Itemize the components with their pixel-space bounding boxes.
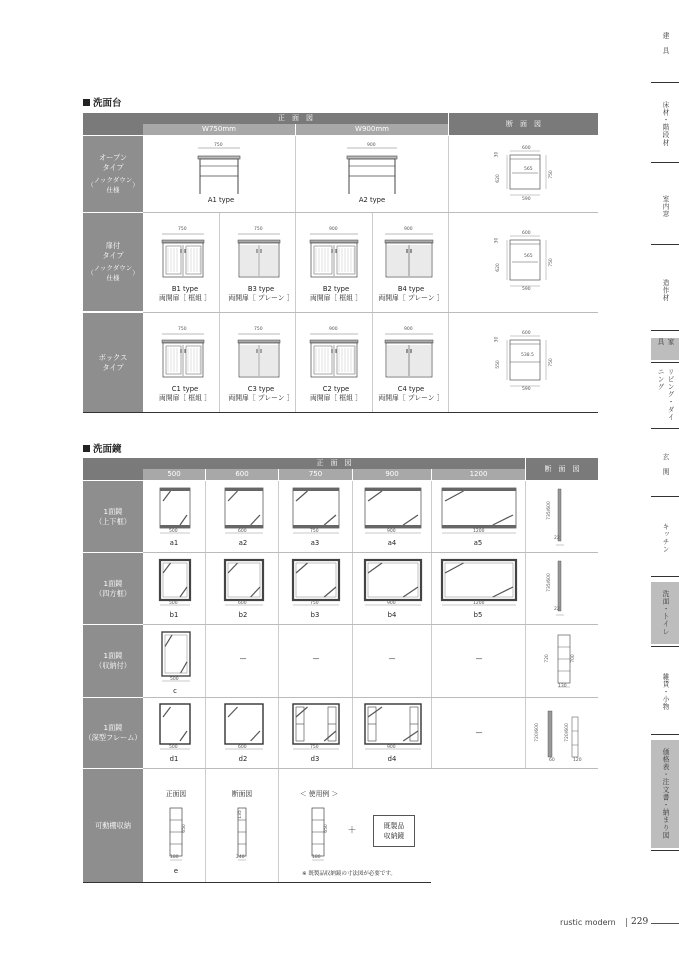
- vanity-b1-drawing: [161, 229, 209, 285]
- vanity-section-drawing-door: [492, 232, 552, 290]
- page-number: 229: [631, 917, 649, 927]
- side-nav-divider: [651, 496, 679, 497]
- dim-label: 750: [178, 227, 187, 232]
- dim-label: 900: [404, 327, 413, 332]
- side-nav-divider: [651, 244, 679, 245]
- mirror-section-title: 洗面鏡: [83, 441, 122, 455]
- empty-cell-dash: —: [475, 729, 483, 737]
- dim-label: 720: [544, 654, 550, 663]
- grid-line: [83, 882, 431, 883]
- mirror-row-3: [83, 625, 143, 697]
- mirror-section-drawing-2: [548, 559, 578, 619]
- footer-brand: rustic modern: [560, 918, 616, 927]
- row-title: 1面鏡 （上下框）: [95, 506, 131, 526]
- row-subtitle: （ノックダウン 仕様）: [87, 264, 139, 282]
- mirror-item-label: d3: [310, 755, 320, 763]
- mirror-item-label: a2: [238, 539, 248, 547]
- mirror-row-5: [83, 769, 143, 882]
- side-nav-tab[interactable]: 玄 関: [661, 452, 669, 476]
- vanity-c4-drawing: [384, 329, 438, 385]
- side-nav-tab[interactable]: 室内窓: [661, 194, 669, 218]
- mirror-width-600: 600: [206, 469, 278, 480]
- dim-label: 700: [570, 654, 576, 663]
- dim-label: 565: [524, 254, 533, 259]
- mirror-width-500: 500: [143, 469, 205, 480]
- vanity-c1-caption: [147, 385, 223, 403]
- dim-label: 750: [310, 529, 319, 534]
- vanity-section-title: 洗面台: [83, 95, 122, 109]
- vanity-b4-caption: [370, 285, 452, 303]
- row-title: 可動棚収納: [95, 820, 131, 830]
- row-title: 1面鏡 （深型フレーム）: [84, 723, 142, 742]
- grid-line: [143, 768, 598, 769]
- row-title: 扉付 タイプ: [102, 241, 124, 260]
- mirror-item-label: b1: [169, 611, 179, 619]
- dim-label: 60: [549, 758, 555, 763]
- vanity-b3-drawing: [237, 229, 285, 285]
- item-door: 両開扉［ 框組 ］: [159, 294, 211, 302]
- mirror-row-4: [83, 698, 143, 768]
- item-door: 両開扉［ プレーン ］: [378, 294, 444, 302]
- dim-label: 750: [310, 601, 319, 606]
- dim-label: 720/600: [534, 723, 540, 742]
- item-name: C1 type: [171, 385, 199, 393]
- mirror-width-1200: 1200: [432, 469, 525, 480]
- grid-line: [143, 697, 598, 698]
- grid-line: [83, 412, 598, 413]
- mirror-section-drawing-4: [536, 707, 586, 763]
- vanity-row-open: [83, 136, 143, 212]
- vanity-b3-caption: [223, 285, 299, 303]
- dim-label: 30: [494, 151, 500, 158]
- mirror-section-header: 断 面 図: [526, 458, 598, 480]
- side-nav-divider: [651, 576, 679, 577]
- dim-label: 600: [238, 745, 247, 750]
- row-title: 1面鏡 （四方框）: [95, 578, 131, 598]
- mirror-front-header: 正 面 図: [143, 458, 525, 469]
- dim-label: 750: [214, 143, 223, 148]
- item-door: 両開扉［ プレーン ］: [228, 394, 294, 402]
- footer-rule: [651, 923, 679, 924]
- vanity-a1-name: A1 type: [207, 196, 235, 204]
- empty-cell-dash: —: [388, 655, 396, 663]
- shelf-front-drawing: [164, 806, 194, 864]
- row-title: オープン タイプ: [98, 153, 128, 172]
- dim-label: 22: [554, 607, 560, 612]
- item-door: 両開扉［ 框組 ］: [310, 294, 362, 302]
- existing-mirror-box: 既製品 収納鏡: [373, 815, 415, 847]
- footer-divider: [626, 918, 627, 927]
- dim-label: 900: [404, 227, 413, 232]
- mirror-item-label: b4: [387, 611, 397, 619]
- grid-line: [448, 136, 449, 412]
- mirror-item-label: b2: [238, 611, 248, 619]
- vanity-b2-drawing: [309, 229, 363, 285]
- side-nav-divider: [651, 162, 679, 163]
- dim-label: 900: [387, 529, 396, 534]
- vanity-w900-header: W900mm: [296, 124, 448, 135]
- mirror-width-900: 900: [353, 469, 431, 480]
- dim-label: 900: [329, 327, 338, 332]
- grid-line: [295, 136, 296, 412]
- dim-label: 750: [310, 745, 319, 750]
- shelf-example-label: ＜ 使用例 ＞: [299, 790, 339, 798]
- shelf-section-label: 断面図: [231, 790, 253, 798]
- vanity-section-header: 断 面 図: [449, 113, 598, 135]
- vanity-section-drawing-box: [492, 332, 552, 390]
- side-nav-tab[interactable]: 洗面・トイレ: [651, 582, 679, 644]
- shelf-front-label: 正面図: [165, 790, 187, 798]
- side-nav-tab[interactable]: 雑貨・小物: [661, 673, 669, 711]
- dim-label: 600: [238, 601, 247, 606]
- item-name: B1 type: [171, 285, 199, 293]
- vanity-b1-caption: [147, 285, 223, 303]
- dim-label: 590: [522, 197, 531, 202]
- mirror-item-label: a1: [169, 539, 179, 547]
- mirror-width-750: 750: [279, 469, 352, 480]
- dim-label: 22: [554, 536, 560, 541]
- side-nav-tab[interactable]: 価格表・注文書・納まり図: [651, 740, 679, 848]
- vanity-c2-caption: [295, 385, 377, 403]
- dim-label: 1200: [473, 529, 485, 534]
- vanity-b2-caption: [295, 285, 377, 303]
- dim-label: 620: [495, 174, 501, 183]
- row-title: ボックス タイプ: [98, 352, 128, 372]
- vanity-a2-name: A2 type: [358, 196, 386, 204]
- dim-label: 750: [548, 358, 554, 367]
- dim-label: 750: [548, 170, 554, 179]
- grid-line: [143, 624, 598, 625]
- shelf-section-drawing: [230, 806, 260, 864]
- dim-label: 600: [522, 331, 531, 336]
- mirror-item-label: a4: [387, 539, 397, 547]
- dim-label: 600: [522, 231, 531, 236]
- row-subtitle: （ノックダウン 仕様）: [87, 176, 139, 194]
- dim-label: 590: [522, 387, 531, 392]
- empty-cell-dash: —: [312, 655, 320, 663]
- item-name: B2 type: [322, 285, 350, 293]
- dim-label: 750: [548, 258, 554, 267]
- dim-label: 650: [323, 824, 329, 833]
- mirror-item-label: b3: [310, 611, 320, 619]
- dim-label: 130: [558, 684, 567, 689]
- side-nav-tab[interactable]: 家 具: [651, 338, 679, 360]
- side-nav-divider: [651, 850, 679, 851]
- mirror-item-label: a5: [473, 539, 483, 547]
- dim-label: 1200: [473, 601, 485, 606]
- dim-label: 240: [236, 855, 245, 860]
- dim-label: 180: [312, 855, 321, 860]
- mirror-item-label: d2: [238, 755, 248, 763]
- item-name: C3 type: [247, 385, 275, 393]
- dim-label: 735/600: [546, 501, 552, 520]
- item-door: 両開扉［ プレーン ］: [378, 394, 444, 402]
- grid-line: [143, 552, 598, 553]
- empty-cell-dash: —: [475, 655, 483, 663]
- dim-label: 180: [170, 855, 179, 860]
- vanity-front-header: 正 面 図: [143, 113, 448, 124]
- mirror-row-2: [83, 553, 143, 624]
- grid-line: [143, 312, 598, 313]
- mirror-section-drawing-1: [548, 487, 578, 547]
- vanity-c4-caption: [370, 385, 452, 403]
- dim-label: 750: [254, 327, 263, 332]
- dim-label: 30: [494, 336, 500, 343]
- mirror-row-1: [83, 481, 143, 552]
- dim-label: 565: [524, 167, 533, 172]
- vanity-a1-drawing: [196, 144, 246, 198]
- dim-label: 900: [387, 745, 396, 750]
- item-door: 両開扉［ プレーン ］: [228, 294, 294, 302]
- mirror-item-label: a3: [310, 539, 320, 547]
- dim-label: 900: [387, 601, 396, 606]
- dim-label: 720/600: [564, 723, 570, 742]
- plus-sign: ＋: [347, 826, 357, 836]
- vanity-a2-drawing: [345, 144, 401, 198]
- item-name: C2 type: [322, 385, 350, 393]
- side-nav-tab[interactable]: 建 具: [661, 31, 669, 55]
- grid-line: [278, 481, 279, 882]
- side-nav-tab[interactable]: 造作材: [661, 278, 669, 302]
- dim-label: 120: [573, 758, 582, 763]
- vanity-c2-drawing: [309, 329, 363, 385]
- dim-label: 735/600: [546, 573, 552, 592]
- dim-label: 900: [367, 143, 376, 148]
- dim-label: 500: [169, 601, 178, 606]
- dim-label: 550: [495, 360, 501, 369]
- dim-label: 135: [237, 810, 243, 819]
- dim-label: 750: [178, 327, 187, 332]
- dim-label: 30: [494, 237, 500, 244]
- vanity-c1-drawing: [161, 329, 209, 385]
- mirror-item-label: b5: [473, 611, 483, 619]
- vanity-c3-drawing: [237, 329, 285, 385]
- vanity-row-box: [83, 313, 143, 412]
- item-name: B3 type: [247, 285, 275, 293]
- side-nav-divider: [651, 330, 679, 331]
- side-nav-divider: [651, 82, 679, 83]
- dim-label: 900: [329, 227, 338, 232]
- item-door: 両開扉［ 框組 ］: [310, 394, 362, 402]
- dim-label: 500: [169, 745, 178, 750]
- vanity-row-door: [83, 213, 143, 311]
- side-nav-divider: [651, 646, 679, 647]
- shelf-item-e: e: [173, 867, 179, 875]
- dim-label: 500: [170, 677, 179, 682]
- side-nav-tab[interactable]: リビング・ダイニング: [656, 368, 674, 422]
- grid-line: [143, 212, 598, 213]
- item-door: 両開扉［ 框組 ］: [159, 394, 211, 402]
- mirror-item-label: d1: [169, 755, 179, 763]
- side-nav-divider: [651, 362, 679, 363]
- side-nav-divider: [651, 734, 679, 735]
- shelf-note: ※ 既製品収納鏡の寸法図が必要です。: [302, 871, 396, 877]
- dim-label: 538.5: [521, 353, 534, 358]
- mirror-item-label: d4: [387, 755, 397, 763]
- item-name: B4 type: [397, 285, 425, 293]
- side-nav-tab[interactable]: 床材・階段材: [661, 101, 669, 147]
- shelf-example-drawing: [306, 806, 336, 864]
- row-title: 1面鏡 （収納付）: [95, 651, 131, 670]
- vanity-corner-header: [83, 113, 143, 135]
- dim-label: 650: [181, 824, 187, 833]
- item-name: C4 type: [397, 385, 425, 393]
- vanity-c3-caption: [223, 385, 299, 403]
- dim-label: 600: [522, 146, 531, 151]
- dim-label: 600: [238, 529, 247, 534]
- mirror-corner-header: [83, 458, 143, 480]
- vanity-b4-drawing: [384, 229, 438, 285]
- dim-label: 620: [495, 263, 501, 272]
- dim-label: 500: [169, 529, 178, 534]
- dim-label: 750: [254, 227, 263, 232]
- mirror-item-label: c: [173, 687, 177, 695]
- side-nav-tab[interactable]: キッチン: [661, 522, 669, 554]
- vanity-w750-header: W750mm: [143, 124, 295, 135]
- grid-line: [205, 481, 206, 882]
- side-nav-divider: [651, 428, 679, 429]
- empty-cell-dash: —: [239, 655, 247, 663]
- dim-label: 590: [522, 287, 531, 292]
